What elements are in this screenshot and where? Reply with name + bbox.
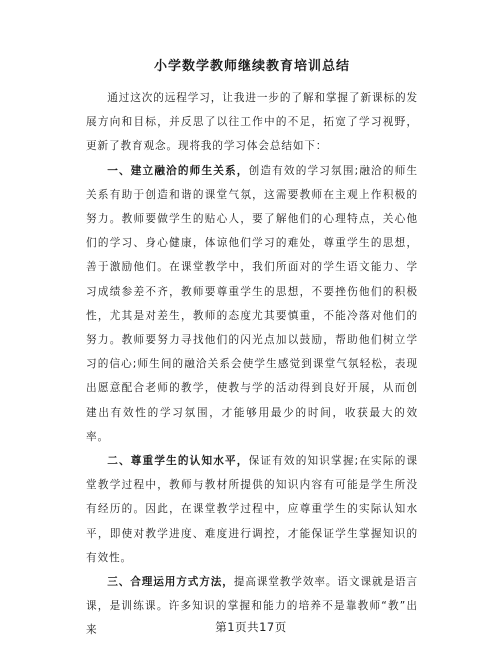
section-two-paragraph (86, 449, 418, 570)
page-indicator: 第1页共17页 (215, 620, 287, 634)
paragraph-text: 创造有效的学习氛围;融洽的师生关系有助于创造和谐的课堂气氛，这需要教师在主观上作积极的努力。教师要做学生的贴心人，要了解他们的心理特点，关心他们的学习、身心健康，体谅他们学习的难处，尊重学生的思想，善于激励他们。在课堂教学中，我们所面对的学生语文能力、学习成绩参差不齐，教师要尊重学生的思想，不要挫伤他们的积极性，尤其是对差生，教师的态度尤其要慎重，不能冷落对他们的努力。教师要努力寻找他们的闪光点加以鼓励，帮助他们树立学习的信心;师生间的融洽关系会使学生感觉到课堂气氛轻松，表现出愿意配合老师的教学，使教与学的活动得到良好开展，从而创建出有效性的学习氛围，才能够用最少的时间，收获最大的效率。 (86, 164, 418, 443)
paragraph-text: 通过这次的远程学习，让我进一步的了解和掌握了新课标的发展方向和目标，并反思了以往工作中的不足，拓宽了学习视野，更新了教育观念。现将我的学习体会总结如下： (86, 92, 418, 153)
paragraph-text: 提高课堂教学效率。语文课就是语言课，是训练课。许多知识的掌握和能力的培养不是靠教师“教”出来 (86, 576, 418, 637)
paragraph-text: 保证有效的知识掌握;在实际的课堂教学过程中，教师与教材所提供的知识内容有可能是学生所没有经历的。因此，在课堂教学过程中，应尊重学生的实际认知水平，即使对教学进度、难度进行调控，才能保证学生掌握知识的有效性。 (86, 455, 418, 564)
section-heading: 二、尊重学生的认知水平， (107, 455, 249, 468)
section-heading: 三、合理运用方式方法， (107, 576, 234, 589)
document-title: 小学数学教师继续教育培训总结 (153, 59, 350, 74)
section-one-paragraph (86, 159, 418, 449)
section-heading: 一、建立融洽的师生关系， (107, 164, 249, 177)
intro-paragraph (86, 86, 418, 159)
